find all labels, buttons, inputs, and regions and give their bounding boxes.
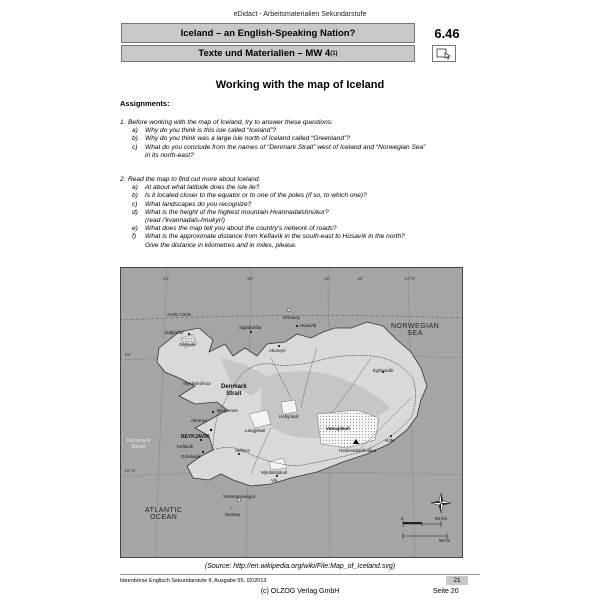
- place-vestmannaeyjar: Vestmannaeyjar: [223, 494, 256, 499]
- q1c-letter: c): [132, 143, 138, 151]
- q2d-text: What is the height of the highest mountain Hvannadalshnúkur?: [145, 208, 329, 216]
- q1a-text: Why do you think is this isle called “Iceland”?: [145, 127, 277, 135]
- place-langjokull: Langjökull: [245, 428, 266, 433]
- q2e-text: What does the map tell you about the country’s network of roads?: [145, 225, 337, 233]
- footer-page-box: 21: [446, 576, 468, 585]
- q2f-letter: f): [132, 233, 137, 241]
- question-1: [120, 119, 480, 160]
- footer-edition: Ideenbörse Englisch Sekundarstufe II, Ausgabe 55, 02/2013: [120, 578, 267, 584]
- footer-copyright: (c) OLZOG Verlag GmbH: [260, 588, 340, 595]
- denmark-strait-faint-line-2: Strait: [131, 444, 147, 450]
- material-title-text: Texte und Materialien – MW 4: [198, 48, 331, 59]
- unit-title: Iceland – an English-Speaking Nation?: [121, 23, 415, 43]
- place-surtsey: Surtsey: [225, 512, 241, 517]
- q2f-text: What is the approximate distance from Keflavík in the south-east to Húsavík in the north?: [145, 233, 405, 241]
- grid-label-14w: 14°W: [404, 276, 416, 281]
- denmark-strait-line-1: Denmark: [221, 384, 247, 390]
- q1c-continuation: in its north-east?: [145, 151, 194, 159]
- grimsey-island: [287, 308, 290, 311]
- place-stykkisholmur: Stykkishólmur: [183, 381, 212, 386]
- grid-label-66: 66°: [125, 352, 132, 357]
- q2-text: Read the map to find out more about Iceland.: [128, 176, 261, 183]
- q2d-continuation: (read /’kvannadals-hnukyr/): [145, 217, 225, 225]
- q2f-continuation: Give the distance in kilometres and in miles, please.: [145, 241, 297, 249]
- scale-zero: 0: [401, 516, 404, 521]
- place-akureyri: Akureyri: [269, 348, 286, 353]
- place-selfoss: Selfoss: [235, 448, 250, 453]
- place-isafjordur: Ísafjörður: [165, 330, 184, 335]
- question-2: [120, 176, 480, 250]
- assignments-label: Assignments:: [120, 99, 170, 108]
- q2c-text: What landscapes do you recognize?: [145, 200, 252, 208]
- q1a-letter: a): [132, 127, 138, 135]
- material-subtitle: (1): [330, 50, 338, 57]
- hofsjokull-glacier: [281, 400, 297, 414]
- place-grindavik: Grindavík: [181, 454, 201, 459]
- q1c-text: What do you conclude from the names of “Denmark Strait” west of Iceland and “Norwegian Sea”: [145, 143, 426, 151]
- map-source: (Source: http://en.wikipedia.org/wiki/File:Map_of_Iceland.svg): [204, 563, 396, 570]
- norwegian-sea-label: [391, 323, 439, 337]
- q2e-letter: e): [132, 225, 138, 233]
- place-hofsjokull: Hofsjökull: [279, 414, 299, 419]
- denmark-strait-faint-label: [127, 438, 151, 450]
- q1b-text: Why do you think was a large isle north of Iceland called “Greenland”?: [145, 135, 350, 143]
- place-egilsstadir: Egilsstaðir: [373, 368, 394, 373]
- place-reykjavik: REYKJAVÍK: [181, 434, 210, 440]
- surtsey-island: [230, 507, 232, 509]
- q1-number: 1.: [120, 119, 126, 126]
- material-title: [121, 45, 415, 62]
- iceland-map: [120, 267, 463, 558]
- place-vik: Vík: [271, 478, 278, 483]
- place-myrdalsjokull: Mýrdalsjökull: [261, 470, 288, 475]
- scale-km: 50 km: [435, 516, 448, 521]
- q2c-letter: c): [132, 200, 138, 208]
- footer-divider: [120, 574, 480, 575]
- place-keflavik: Keflavík: [177, 444, 194, 449]
- place-husavik: Húsavík: [300, 323, 317, 328]
- denmark-strait-label: [221, 384, 247, 398]
- q2d-letter: d): [132, 208, 138, 216]
- arctic-circle-label: Arctic Circle: [167, 312, 192, 317]
- place-hvannadalshnukur: Hvannadalshnúkur: [339, 448, 377, 453]
- q2b-text: Is it located closer to the equator or to one of the poles (if so, to which one)?: [145, 192, 367, 200]
- publisher-line: eDidact - Arbeitsmaterialien Sekundarstufe: [233, 11, 367, 18]
- place-hofn: Höfn: [385, 438, 395, 443]
- grid-label-64n: 64°N: [125, 468, 136, 473]
- place-grimsey: Grímsey: [283, 315, 301, 320]
- place-borgarnes: Borgarnes: [217, 408, 238, 413]
- norwegian-sea-line-1: NORWEGIAN: [391, 323, 440, 330]
- place-sudavik: Súðavík: [179, 342, 196, 347]
- scale-mi: 50 mi: [439, 538, 451, 543]
- hand-pointer-icon: [432, 45, 456, 62]
- q1-text: Before working with the map of Iceland, try to answer these questions:: [128, 119, 333, 126]
- q2a-text: At about what latitude does the isle lie?: [145, 184, 260, 192]
- compass-rose-icon: [431, 493, 451, 513]
- atlantic-ocean-line-1: ATLANTIC: [145, 507, 183, 514]
- denmark-strait-line-2: Strait: [226, 391, 242, 397]
- q2b-letter: b): [132, 192, 138, 200]
- q2a-letter: a): [132, 184, 138, 192]
- section-number: 6.46: [434, 25, 460, 41]
- atlantic-ocean-label: [145, 507, 182, 521]
- atlantic-ocean-line-2: OCEAN: [149, 514, 178, 521]
- grid-label-18: 18°: [324, 276, 331, 281]
- norwegian-sea-line-2: SEA: [407, 330, 423, 337]
- denmark-strait-faint-line-1: Denmark: [127, 438, 151, 444]
- place-akranes: Akranes: [191, 418, 208, 423]
- q1b-letter: b): [132, 135, 138, 143]
- q2-number: 2.: [120, 176, 126, 183]
- place-vatnajokull: Vatnajökull: [326, 426, 350, 431]
- grid-label-16: 16°: [357, 276, 364, 281]
- footer-page-number: Seite 20: [433, 588, 459, 595]
- page-title: Working with the map of Iceland: [215, 79, 385, 91]
- grid-label-24: 24°: [163, 276, 170, 281]
- grid-label-20: 20°: [247, 276, 254, 281]
- place-siglufjordur: Siglufjörður: [239, 325, 262, 330]
